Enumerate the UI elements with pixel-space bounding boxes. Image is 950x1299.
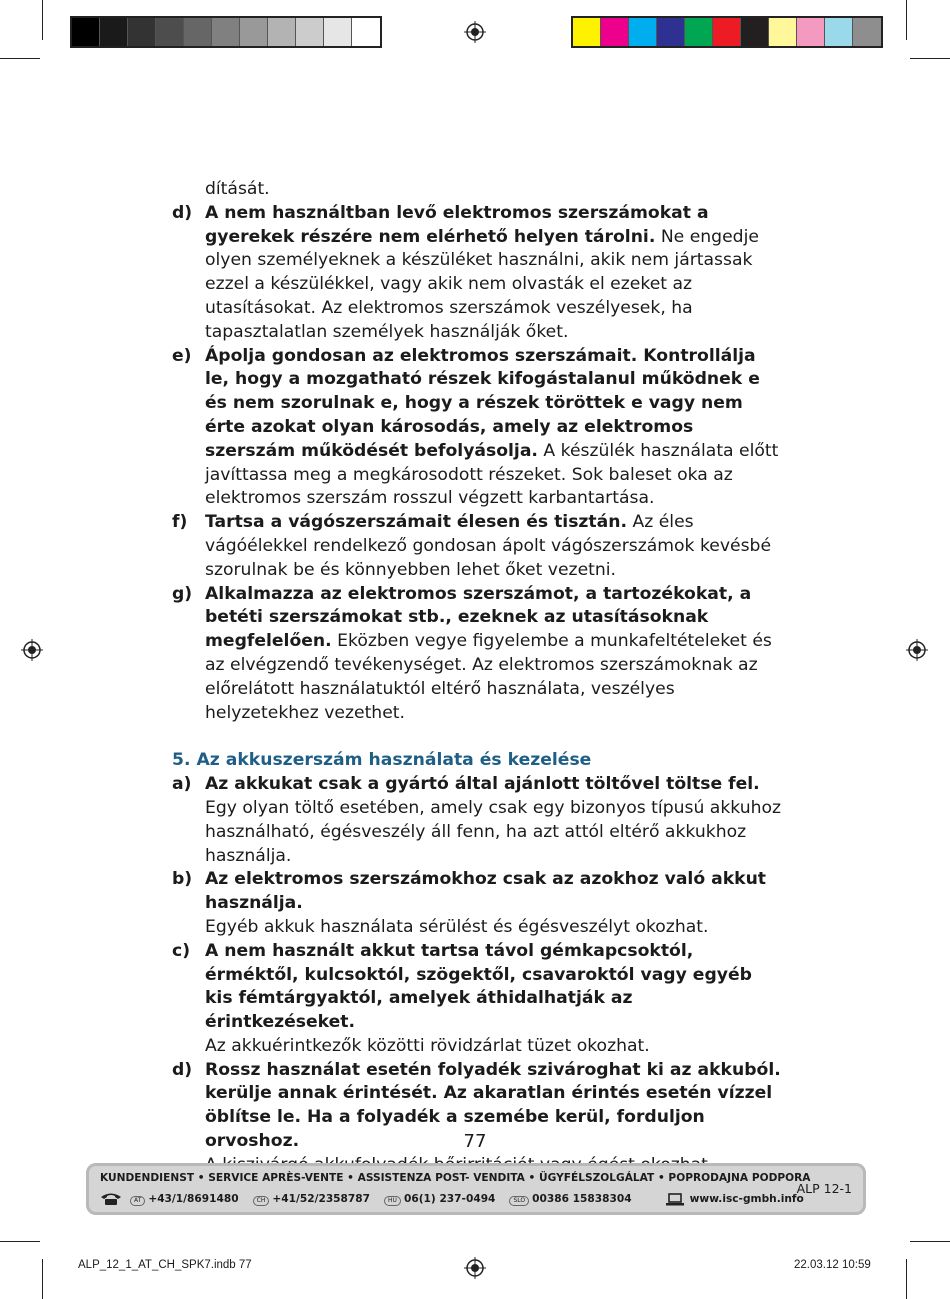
color-swatch	[100, 18, 128, 46]
list-item-bold-text: Az akkukat csak a gyártó által ajánlott töltővel töltse fel.	[205, 774, 760, 795]
crop-mark	[42, 1259, 43, 1299]
continuation-text: dítását.	[205, 179, 270, 199]
registration-mark-icon	[21, 639, 43, 661]
grayscale-color-bar	[70, 16, 382, 48]
list-item	[172, 940, 782, 1059]
color-swatch	[128, 18, 156, 46]
phone-number: +41/52/2358787	[272, 1192, 371, 1205]
list-item-label: c)	[172, 940, 191, 961]
section-heading: 5. Az akkuszerszám használata és kezelése	[172, 750, 592, 771]
crop-mark	[910, 1241, 950, 1242]
laptop-icon	[666, 1193, 684, 1206]
list-item	[172, 511, 782, 582]
file-slug: ALP_12_1_AT_CH_SPK7.indb 77	[78, 1259, 252, 1271]
list-item-bold-text: Az elektromos szerszámokhoz csak az azokhoz való akkut használja.	[205, 869, 767, 914]
color-swatch	[713, 18, 741, 46]
list-item-bold-text: A nem használt akkut tartsa távol gémkapcsoktól, érméktől, kulcsoktól, szögektől, csavaroktól vagy egyéb kis fémtárgyaktól, amelyek áthidalhatják az érintkezéseket.	[205, 940, 752, 1033]
registration-mark-icon	[906, 639, 928, 661]
process-color-bar	[571, 16, 883, 48]
crop-mark	[910, 58, 950, 59]
country-code-badge: AT	[130, 1196, 145, 1206]
list-item	[172, 868, 782, 939]
list-item-bold-text: Tartsa a vágószerszámait élesen és tisztán.	[205, 512, 628, 533]
page-number: 77	[463, 1131, 487, 1152]
color-swatch	[352, 18, 380, 46]
color-swatch	[573, 18, 601, 46]
color-swatch	[853, 18, 881, 46]
country-code-badge: SLO	[509, 1196, 529, 1206]
list-item-text: Ne engedje olyen személyeknek a készüléket használni, akik nem jártassak ezzel a készülékkel, vagy akik nem olvasták el ezeket az utasításokat. Az elektromos szerszámok veszélyesek, ha tapasztalatlan személyek használják őket.	[205, 226, 759, 342]
color-swatch	[156, 18, 184, 46]
color-swatch	[685, 18, 713, 46]
website-link[interactable]: www.isc-gmbh.info	[689, 1193, 804, 1205]
list-item-label: b)	[172, 869, 193, 890]
service-footer	[86, 1163, 866, 1215]
crop-mark	[906, 0, 907, 40]
phone-number: 00386 15838304	[532, 1192, 632, 1205]
country-code-badge: HU	[384, 1196, 401, 1206]
phone-list	[122, 1193, 638, 1206]
list-item-label: d)	[172, 202, 193, 223]
list-item-text: Egyéb akkuk használata sérülést és égésveszélyt okozhat.	[205, 916, 709, 937]
safety-list	[172, 202, 782, 726]
list-item-label: g)	[172, 583, 193, 604]
list-item-text: A készülék használata előtt javíttassa meg a megkárosodott részeket. Sok baleset oka az elektromos szerszám rosszul végzett karbantartása.	[205, 440, 779, 509]
list-item-label: e)	[172, 345, 192, 366]
list-item-bold-text: A nem használtban levő elektromos szerszámokat a gyerekek részére nem elérhető helyen tárolni.	[205, 202, 709, 247]
battery-safety-list	[172, 773, 782, 1178]
color-swatch	[268, 18, 296, 46]
color-swatch	[296, 18, 324, 46]
footer-phones	[100, 1192, 804, 1206]
color-swatch	[769, 18, 797, 46]
list-item-text: Az éles vágóélekkel rendelkező gondosan ápolt vágószerszámok kevésbé szorulnak be és könnyebben lehet őket vezetni.	[205, 512, 772, 580]
color-swatch	[741, 18, 769, 46]
list-item-text: Az akkuérintkezők közötti rövidzárlat tüzet okozhat.	[205, 1035, 650, 1056]
phone-icon	[100, 1192, 122, 1206]
list-item-text: Egy olyan töltő esetében, amely csak egy bizonyos típusú akkuhoz használható, égésveszély áll fenn, ha azt attól eltérő akkukhoz használja.	[205, 797, 782, 866]
color-swatch	[797, 18, 825, 46]
list-item	[172, 583, 782, 726]
manual-body	[172, 178, 782, 1178]
color-swatch	[72, 18, 100, 46]
footer-title: KUNDENDIENST • SERVICE APRÈS-VENTE • ASSISTENZA POST- VENDITA • ÜGYFÉLSZOLGÁLAT • POPRODAJNA PODPORA	[100, 1172, 811, 1184]
phone-number: +43/1/8691480	[148, 1192, 239, 1205]
color-swatch	[657, 18, 685, 46]
list-item-text: Eközben vegye figyelembe a munkafeltételeket és az elvégzendő tevékenységet. Az elektromos szerszámoknak az előrelátott használatuktól eltérő használata, veszélyes helyzetekhez vezethet.	[205, 631, 772, 723]
country-code-badge: CH	[253, 1196, 270, 1206]
color-swatch	[240, 18, 268, 46]
list-item	[172, 1059, 782, 1178]
color-swatch	[825, 18, 853, 46]
color-swatch	[212, 18, 240, 46]
registration-mark-icon	[464, 21, 486, 43]
datetime-slug: 22.03.12 10:59	[794, 1259, 871, 1271]
color-swatch	[184, 18, 212, 46]
list-item-label: a)	[172, 774, 192, 795]
list-item	[172, 202, 782, 345]
color-swatch	[324, 18, 352, 46]
model-label: ALP 12-1	[796, 1181, 852, 1196]
crop-mark	[0, 58, 40, 59]
crop-mark	[906, 1259, 907, 1299]
list-item	[172, 773, 782, 868]
crop-mark	[42, 0, 43, 40]
registration-mark-icon	[464, 1257, 486, 1279]
crop-mark	[0, 1241, 40, 1242]
list-item	[172, 345, 782, 512]
list-item-bold-text: Ápolja gondosan az elektromos szerszámait. Kontrollálja le, hogy a mozgatható részek kifogástalanul működnek e és nem szorulnak e, hogy a részek töröttek e vagy nem érte azokat olyan károsodás, amely az elektromos szerszám működését befolyásolja.	[205, 345, 760, 461]
color-swatch	[629, 18, 657, 46]
list-item-bold-text: Rossz használat esetén folyadék szivároghat ki az akkuból. kerülje annak érintését. Az akaratlan érintés esetén vízzel öblítse le. Ha a folyadék a szemébe kerül, forduljon orvoshoz.	[205, 1059, 781, 1152]
color-swatch	[601, 18, 629, 46]
list-item-label: f)	[172, 512, 188, 533]
list-item-label: d)	[172, 1059, 193, 1080]
list-item-bold-text: Alkalmazza az elektromos szerszámot, a tartozékokat, a betéti szerszámokat stb., ezeknek az utasításoknak megfelelően.	[205, 583, 752, 652]
phone-number: 06(1) 237-0494	[403, 1192, 496, 1205]
